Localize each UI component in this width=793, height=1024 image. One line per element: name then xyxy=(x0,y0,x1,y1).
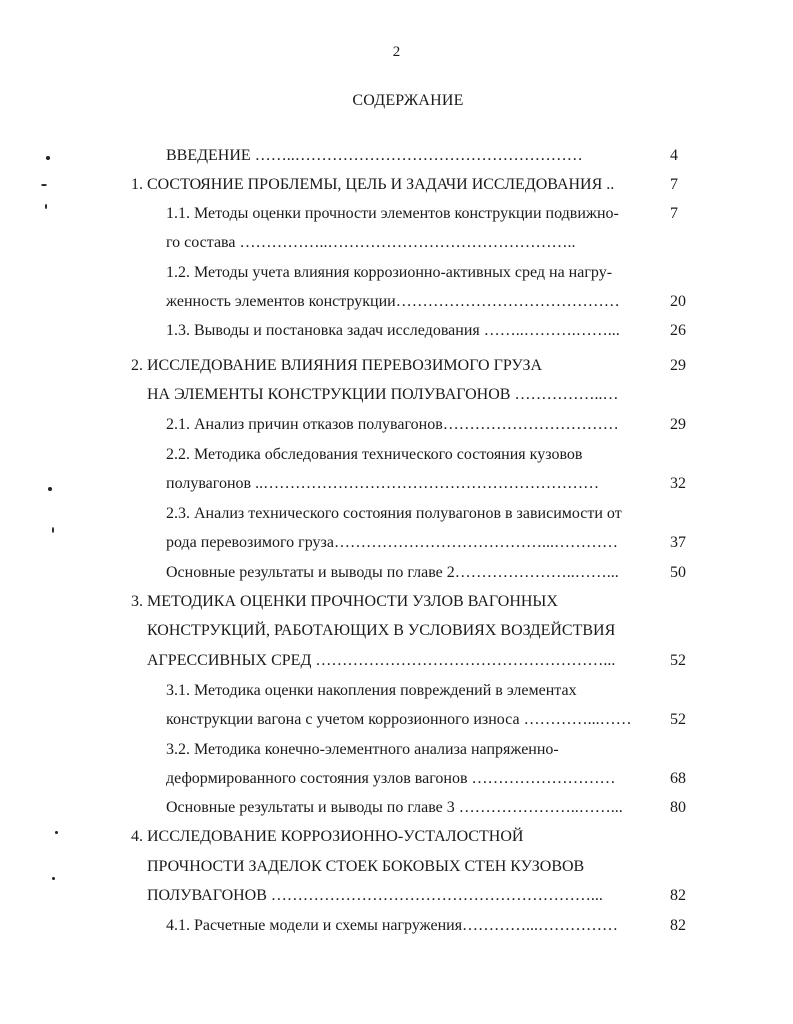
toc-ch2-line1: 2. ИССЛЕДОВАНИЕ ВЛИЯНИЯ ПЕРЕВОЗИМОГО ГРУЗА xyxy=(131,357,543,374)
page-number: 2 xyxy=(392,44,401,60)
toc-s2-2-line1: 2.2. Методика обследования технического состояния кузовов xyxy=(166,446,583,463)
toc-s3-1-line2: конструкции вагона с учетом коррозионного износа …………...…… xyxy=(166,711,632,728)
page-title: СОДЕРЖАНИЕ xyxy=(352,92,464,109)
toc-r3-page: 80 xyxy=(670,799,686,816)
toc-s2-3-page: 37 xyxy=(670,534,686,551)
toc-ch3-page: 52 xyxy=(670,652,686,669)
toc-ch4-line3: ПОЛУВАГОНОВ ……………………………………………………... xyxy=(147,887,603,904)
toc-s2-3-line2: рода перевозимого груза…………………………………...………… xyxy=(166,534,618,551)
toc-ch4-line1: 4. ИССЛЕДОВАНИЕ КОРРОЗИОННО-УСТАЛОСТНОЙ xyxy=(131,828,524,845)
toc-ch4-page: 82 xyxy=(670,887,686,904)
toc-s3-1-line1: 3.1. Методика оценки накопления повреждений в элементах xyxy=(166,682,577,699)
toc-ch3-line1: 3. МЕТОДИКА ОЦЕНКИ ПРОЧНОСТИ УЗЛОВ ВАГОННЫХ xyxy=(131,593,558,610)
toc-s3-2-page: 68 xyxy=(670,770,686,787)
toc-s2-2-page: 32 xyxy=(670,475,686,492)
toc-s1-2-page: 20 xyxy=(670,293,686,310)
toc-intro-text: ВВЕДЕНИЕ ……..……………………………………………… xyxy=(166,147,583,164)
scan-speck xyxy=(55,831,58,834)
toc-s2-3-line1: 2.3. Анализ технического состояния полувагонов в зависимости от xyxy=(166,505,622,522)
toc-r2-page: 50 xyxy=(670,564,686,581)
toc-ch2-line2: НА ЭЛЕМЕНТЫ КОНСТРУКЦИИ ПОЛУВАГОНОВ ……………..… xyxy=(147,386,619,403)
toc-s1-2-line2: женность элементов конструкции…………………………………… xyxy=(166,293,620,310)
toc-s1-3-page: 26 xyxy=(670,322,686,339)
toc-r3-text: Основные результаты и выводы по главе 3 …………………..……... xyxy=(166,799,623,816)
scan-speck xyxy=(52,877,55,880)
toc-s1-1-page: 7 xyxy=(670,205,678,222)
toc-s4-1-text: 4.1. Расчетные модели и схемы нагружения…………...…………… xyxy=(166,917,619,934)
toc-ch4-line2: ПРОЧНОСТИ ЗАДЕЛОК СТОЕК БОКОВЫХ СТЕН КУЗОВОВ xyxy=(147,858,585,875)
toc-ch3-line2: КОНСТРУКЦИЙ, РАБОТАЮЩИХ В УСЛОВИЯХ ВОЗДЕЙСТВИЯ xyxy=(147,622,616,639)
toc-ch1-text: 1. СОСТОЯНИЕ ПРОБЛЕМЫ, ЦЕЛЬ И ЗАДАЧИ ИССЛЕДОВАНИЯ .. xyxy=(131,176,615,193)
toc-intro-page: 4 xyxy=(670,147,678,164)
scan-speck xyxy=(45,204,47,209)
toc-s2-1-text: 2.1. Анализ причин отказов полувагонов…………………………… xyxy=(166,416,619,433)
toc-s1-1-line1: 1.1. Методы оценки прочности элементов конструкции подвижно- xyxy=(166,205,619,222)
toc-s2-1-page: 29 xyxy=(670,416,686,433)
toc-s1-3-text: 1.3. Выводы и постановка задач исследования ……..……….……... xyxy=(166,322,620,339)
toc-s4-1-page: 82 xyxy=(670,917,686,934)
toc-s1-1-line2: го состава ……………..……………………………………….. xyxy=(166,234,576,251)
scan-speck xyxy=(48,487,52,491)
toc-r2-text: Основные результаты и выводы по главе 2…………………..……... xyxy=(166,564,619,581)
toc-s1-2-line1: 1.2. Методы учета влияния коррозионно-активных сред на нагру- xyxy=(166,264,613,281)
toc-ch2-page: 29 xyxy=(670,357,686,374)
scan-speck xyxy=(52,527,54,533)
toc-s3-2-line2: деформированного состояния узлов вагонов ……………………… xyxy=(166,770,616,787)
scan-speck xyxy=(41,184,47,186)
toc-ch3-line3: АГРЕССИВНЫХ СРЕД ………………………………………………... xyxy=(147,652,616,669)
scan-speck xyxy=(46,156,50,160)
toc-s3-1-page: 52 xyxy=(670,711,686,728)
toc-ch1-page: 7 xyxy=(670,176,678,193)
toc-s3-2-line1: 3.2. Методика конечно-элементного анализа напряженно- xyxy=(166,741,559,758)
toc-s2-2-line2: полувагонов ..……………………………………………………… xyxy=(166,475,600,492)
